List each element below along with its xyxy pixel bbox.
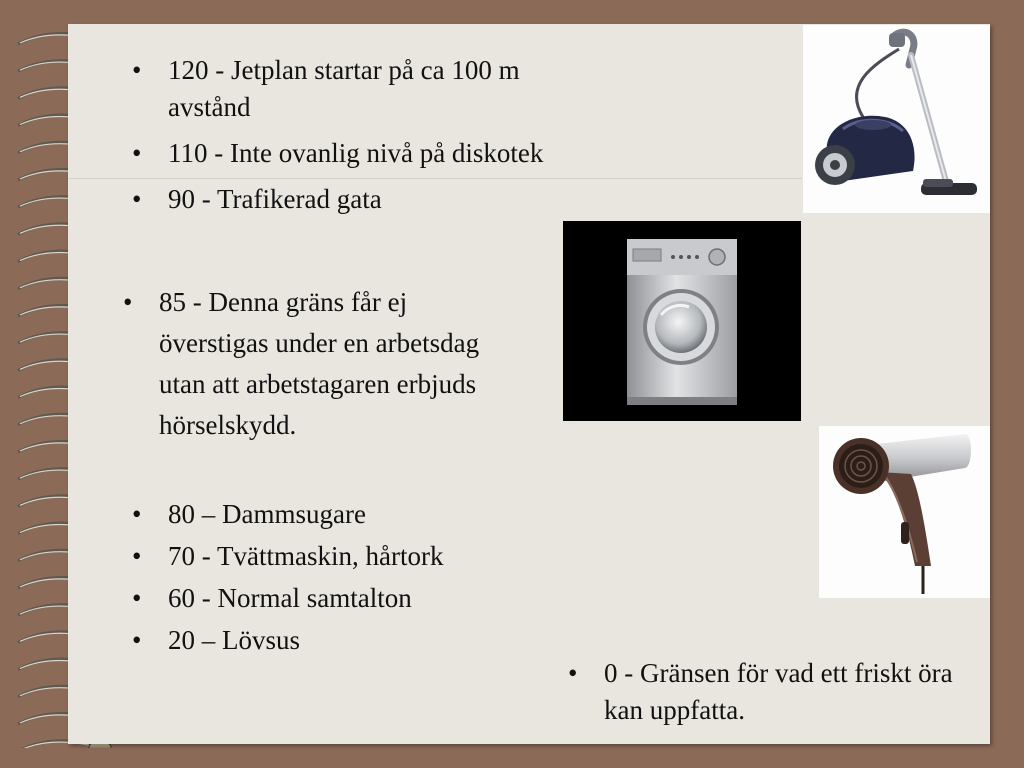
decibel-list-workplace — [117, 282, 517, 446]
list-item: • 85 - Denna gräns får ej överstigas under en arbetsdag utan att arbetstagaren erbjuds hörselskydd. — [117, 282, 517, 446]
decibel-list-threshold — [562, 655, 962, 729]
list-item: • 120 - Jetplan startar på ca 100 m avstånd — [126, 52, 546, 126]
hair-dryer-photo — [819, 426, 990, 598]
hair-dryer-icon — [819, 426, 990, 598]
list-item: • 70 - Tvättmaskin, hårtork — [126, 538, 546, 575]
decibel-list-top — [126, 52, 546, 227]
list-item: • 110 - Inte ovanlig nivå på diskotek — [126, 135, 546, 172]
vacuum-cleaner-icon — [803, 25, 990, 213]
washing-machine-icon — [563, 221, 801, 421]
list-item: • 90 - Trafikerad gata — [126, 181, 546, 218]
vacuum-cleaner-photo — [803, 25, 990, 213]
list-item: • 0 - Gränsen för vad ett friskt öra kan uppfatta. — [562, 655, 962, 729]
decibel-list-low — [126, 496, 546, 664]
washing-machine-photo — [563, 221, 801, 421]
list-item: • 80 – Dammsugare — [126, 496, 546, 533]
list-item: • 20 – Lövsus — [126, 622, 546, 659]
list-item: • 60 - Normal samtalton — [126, 580, 546, 617]
